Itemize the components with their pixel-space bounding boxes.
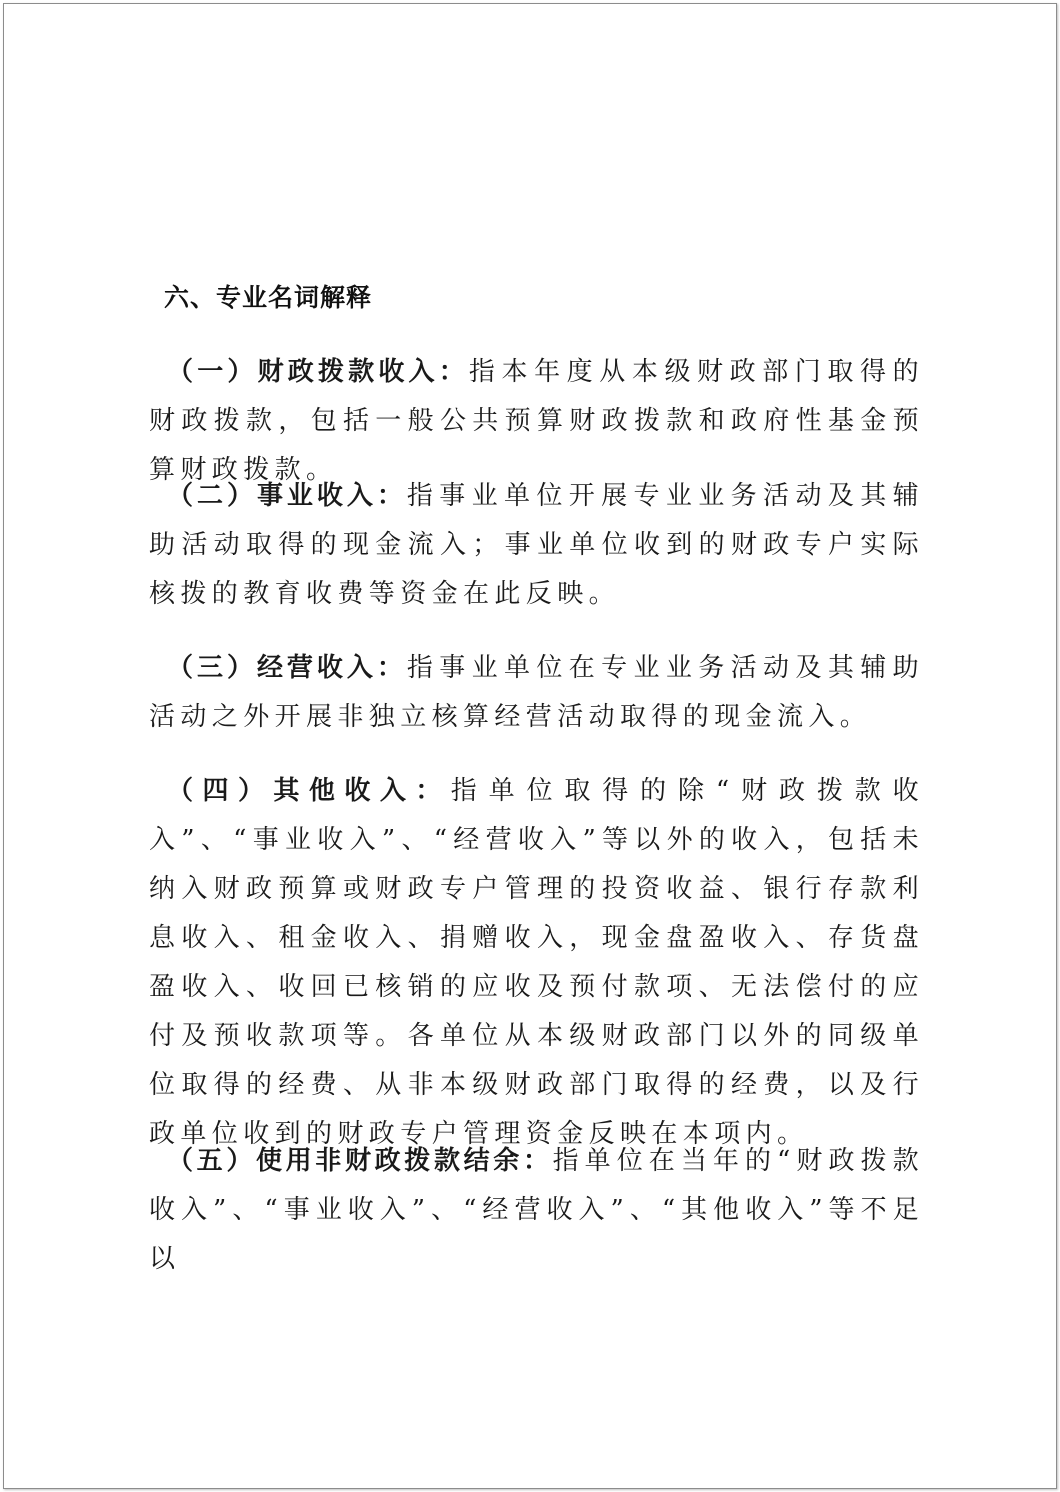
definition-term: （五）使用非财政拨款结余： — [167, 1146, 553, 1176]
definition-paragraph — [149, 767, 924, 1159]
section-heading: 六、专业名词解释 — [164, 283, 373, 312]
definition-text: 指单位在当年的“财政拨款收入”、“事业收入”、“经营收入”、“其他收入”等不足以 — [149, 1146, 924, 1274]
definition-text: 指单位取得的除“财政拨款收入”、“事业收入”、“经营收入”等以外的收入，包括未纳入财政预算或财政专户管理的投资收益、银行存款利息收入、租金收入、捐赠收入，现金盘盈收入、存货盘盈收入、收回已核销的应收及预付款项、无法偿付的应付及预收款项等。各单位从本级财政部门以外的同级单位取得的经费、从非本级财政部门取得的经费，以及行政单位收到的财政专户管理资金反映在本项内。 — [149, 776, 924, 1149]
definition-term: （四）其他收入： — [167, 776, 451, 806]
definition-term: （一）财政拨款收入： — [167, 357, 469, 387]
definition-paragraph — [149, 1137, 924, 1284]
definition-paragraph — [149, 644, 924, 742]
definition-paragraph — [149, 472, 924, 619]
definition-text: 指事业单位在专业业务活动及其辅助活动之外开展非独立核算经营活动取得的现金流入。 — [149, 653, 924, 732]
definition-text: 指本年度从本级财政部门取得的财政拨款，包括一般公共预算财政拨款和政府性基金预算财政拨款。 — [149, 357, 924, 485]
definition-term: （二）事业收入： — [167, 481, 407, 511]
definition-text: 指事业单位开展专业业务活动及其辅助活动取得的现金流入；事业单位收到的财政专户实际核拨的教育收费等资金在此反映。 — [149, 481, 924, 609]
definition-term: （三）经营收入： — [167, 653, 407, 683]
document-page — [3, 3, 1057, 1489]
